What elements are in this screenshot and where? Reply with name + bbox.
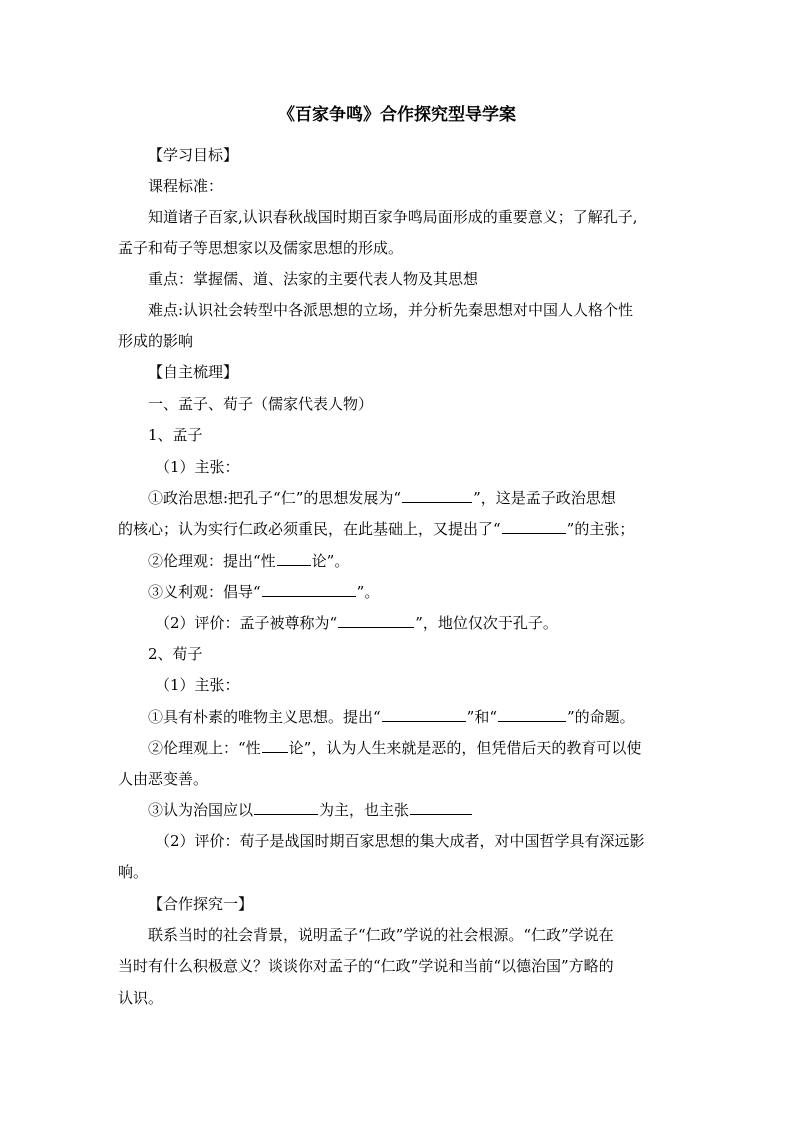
standard-label: 课程标准： (148, 177, 224, 195)
xunzi-materialism-text-a: ①具有朴素的唯物主义思想。提出“ (148, 708, 381, 726)
inquiry-header: 【合作探究一】 (148, 895, 254, 913)
fill-blank[interactable] (502, 518, 566, 534)
mencius-eval-text-a: （2）评价：孟子被尊称为“ (155, 614, 338, 632)
mencius-justice-text-b: ”。 (356, 583, 380, 601)
xunzi-materialism-text-c: ”的命题。 (567, 708, 635, 726)
self-study-header: 【自主梳理】 (148, 363, 239, 381)
fill-blank[interactable] (382, 706, 466, 722)
inquiry-line3: 认识。 (118, 989, 164, 1007)
mencius-heading: 1、孟子 (148, 426, 203, 444)
mencius-claims-label: （1）主张： (155, 458, 240, 476)
xunzi-ethics-text-b: 论”，认为人生来就是恶的，但凭借后天的教育可以使 (288, 739, 642, 757)
inquiry-line2: 当时有什么积极意义？谈谈你对孟子的“仁政”学说和当前“以德治国”方略的 (118, 957, 614, 975)
fill-blank[interactable] (277, 550, 311, 566)
standard-text-line1: 知道诸子百家,认识春秋战国时期百家争鸣局面形成的重要意义；了解孔子, (148, 208, 638, 226)
mencius-politics-text-c: 的核心；认为实行仁政必须重民，在此基础上，又提出了“ (118, 520, 501, 538)
mencius-ethics-text-b: 论”。 (311, 552, 350, 570)
fill-blank[interactable] (254, 799, 318, 815)
mencius-ethics-line (148, 550, 678, 572)
fill-blank[interactable] (338, 612, 414, 628)
fill-blank[interactable] (262, 581, 356, 597)
xunzi-eval-line1: （2）评价：荀子是战国时期百家思想的集大成者，对中国哲学具有深远影 (155, 832, 645, 850)
page-title: 《百家争鸣》合作探究型导学案 (278, 105, 516, 125)
xunzi-eval-line2: 响。 (118, 863, 149, 881)
mencius-politics-line1 (148, 487, 678, 509)
xunzi-materialism-text-b: ”和“ (466, 708, 498, 726)
difficulty-line2: 形成的影响 (118, 332, 194, 350)
mencius-politics-line2 (118, 518, 678, 540)
xunzi-ethics-text-a: ②伦理观上：“性 (148, 739, 261, 757)
xunzi-ethics-line2: 人由恶变善。 (118, 770, 209, 788)
mencius-ethics-text-a: ②伦理观：提出“性 (148, 552, 276, 570)
xunzi-govern-text-b: 为主，也主张 (319, 801, 410, 819)
goals-header: 【学习目标】 (148, 146, 239, 164)
mencius-justice-line (148, 581, 678, 603)
difficulty-line1: 难点:认识社会转型中各派思想的立场，并分析先秦思想对中国人人格个性 (148, 301, 634, 319)
mencius-politics-text-d: ”的主张； (566, 520, 635, 538)
xunzi-heading: 2、荀子 (148, 645, 203, 663)
xunzi-ethics-line1 (148, 737, 678, 759)
xunzi-govern-text-a: ③认为治国应以 (148, 801, 254, 819)
mencius-politics-text-a: ①政治思想:把孔子“仁”的思想发展为“ (148, 489, 402, 507)
fill-blank[interactable] (262, 737, 288, 753)
section-heading: 一、孟子、荀子（儒家代表人物） (148, 395, 374, 413)
standard-text-line2: 孟子和荀子等思想家以及儒家思想的形成。 (118, 239, 404, 257)
mencius-politics-text-b: ”，这是孟子政治思想 (473, 489, 616, 507)
fill-blank[interactable] (402, 487, 472, 503)
inquiry-line1: 联系当时的社会背景，说明孟子“仁政”学说的社会根源。“仁政”学说在 (148, 926, 614, 944)
key-point: 重点：掌握儒、道、法家的主要代表人物及其思想 (148, 270, 479, 288)
mencius-justice-text-a: ③义利观：倡导“ (148, 583, 261, 601)
fill-blank[interactable] (498, 706, 566, 722)
mencius-eval-line (155, 612, 678, 634)
fill-blank[interactable] (410, 799, 472, 815)
mencius-eval-text-b: ”，地位仅次于孔子。 (415, 614, 558, 632)
xunzi-govern-line (148, 799, 678, 821)
xunzi-materialism-line (148, 706, 678, 728)
xunzi-claims-label: （1）主张： (155, 676, 240, 694)
